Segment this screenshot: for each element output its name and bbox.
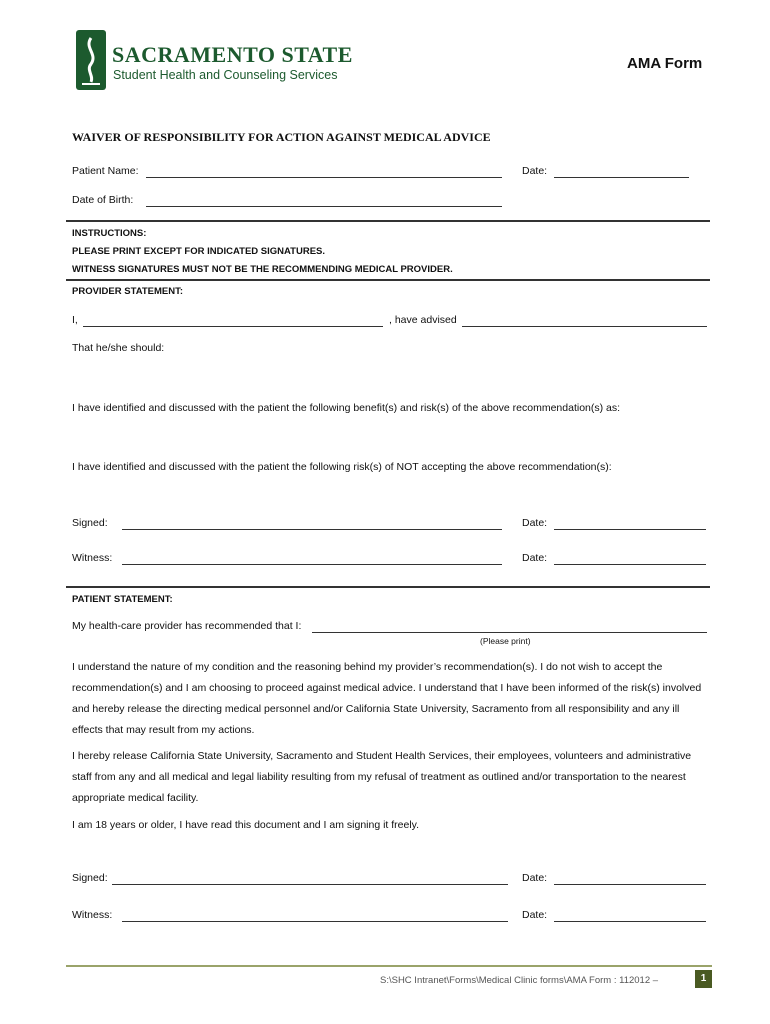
provider-heading: PROVIDER STATEMENT: [72, 286, 184, 297]
should-label: That he/she should: [72, 342, 165, 354]
footer-rule [66, 965, 712, 967]
patient-signature-field[interactable] [112, 884, 508, 885]
provider-witness-field[interactable] [122, 564, 502, 565]
risks-label: I have identified and discussed with the patient the following risk(s) of NOT accepting the above recommendation(s): [72, 461, 612, 473]
age-statement: I am 18 years or older, I have read this document and I am signing it freely. [72, 819, 420, 831]
instructions-line: WITNESS SIGNATURES MUST NOT BE THE RECOMMENDING MEDICAL PROVIDER. [72, 264, 453, 275]
release-paragraph: I hereby release California State University, Sacramento and Student Health Services, their employees, volunteers and administrative staff from any and all medical and legal liability resulting from my refusal of treatment as outlined and/or transportation to the nearest appropriate medical facility. [72, 750, 692, 804]
i-label: I, [72, 314, 78, 326]
form-label: AMA Form [627, 55, 703, 72]
instructions-heading: INSTRUCTIONS: [72, 228, 147, 239]
date-field[interactable] [554, 177, 689, 178]
footer-path: S:\SHC Intranet\Forms\Medical Clinic forms\AMA Form : 112012 – [380, 975, 659, 986]
benefits-label: I have identified and discussed with the patient the following benefit(s) and risk(s) of the above recommendation(s) as: [72, 402, 621, 414]
dob-label: Date of Birth: [72, 194, 134, 206]
have-advised-label: , have advised [389, 314, 457, 326]
patient-name-label: Patient Name: [72, 165, 139, 177]
witness-label: Witness: [72, 552, 113, 564]
logo-title: SACRAMENTO STATE [112, 42, 353, 67]
provider-name-field[interactable] [83, 326, 383, 327]
date-label: Date: [522, 909, 548, 921]
advised-patient-field[interactable] [462, 326, 707, 327]
leaf-icon [76, 30, 106, 90]
form-title: WAIVER OF RESPONSIBILITY FOR ACTION AGAINST MEDICAL ADVICE [72, 130, 491, 144]
dob-field[interactable] [146, 206, 502, 207]
divider [66, 220, 710, 222]
date-label: Date: [522, 872, 548, 884]
witness-label: Witness: [72, 909, 113, 921]
provider-witness-date-field[interactable] [554, 564, 706, 565]
date-label: Date: [522, 552, 548, 564]
signed-label: Signed: [72, 872, 108, 884]
provider-date-field[interactable] [554, 529, 706, 530]
date-label: Date: [522, 165, 548, 177]
divider [66, 279, 710, 281]
patient-witness-field[interactable] [122, 921, 508, 922]
page-number: 1 [695, 970, 712, 988]
logo-emblem [76, 30, 106, 90]
provider-signature-field[interactable] [122, 529, 502, 530]
logo-subtitle: Student Health and Counseling Services [113, 68, 338, 82]
instructions-line: PLEASE PRINT EXCEPT FOR INDICATED SIGNATURES. [72, 246, 326, 257]
patient-name-field[interactable] [146, 177, 502, 178]
recommended-label: My health-care provider has recommended that I: [72, 620, 302, 632]
divider [66, 586, 710, 588]
recommendation-field[interactable] [312, 632, 707, 633]
please-print-hint: (Please print) [480, 636, 531, 646]
patient-heading: PATIENT STATEMENT: [72, 594, 173, 605]
patient-witness-date-field[interactable] [554, 921, 706, 922]
consent-paragraph: I understand the nature of my condition and the reasoning behind my provider’s recommendation(s). I do not wish to accept the recommendation(s) and I am choosing to proceed against medical advice. I understand that I have been informed of the risk(s) involved and hereby release the directing medical personnel and/or California State University, Sacramento from all responsibility and any ill effects that may result from my actions. [72, 661, 702, 736]
date-label: Date: [522, 517, 548, 529]
signed-label: Signed: [72, 517, 108, 529]
patient-date-field[interactable] [554, 884, 706, 885]
